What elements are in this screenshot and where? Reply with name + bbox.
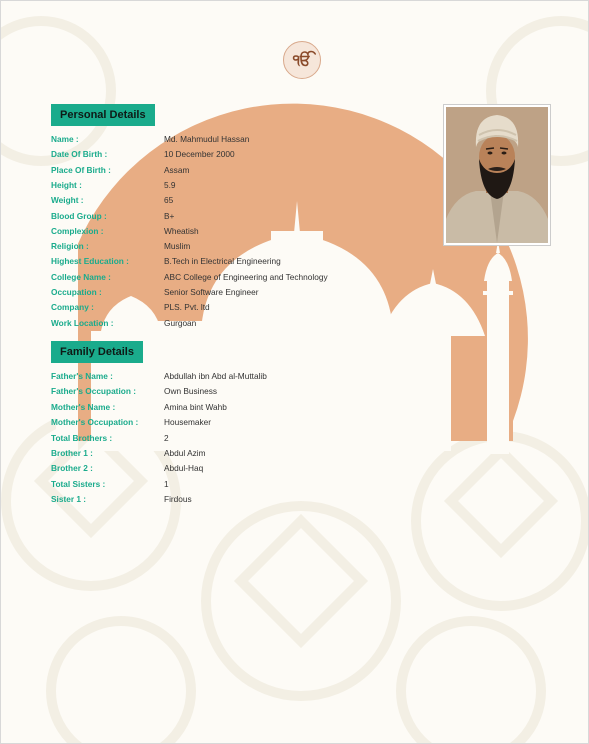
field-value: Own Business xyxy=(164,386,218,397)
field-label: Place Of Birth : xyxy=(51,164,111,175)
field-label: Total Sisters : xyxy=(51,478,106,489)
field-value: Md. Mahmudul Hassan xyxy=(164,134,250,144)
ik-onkar-emblem xyxy=(283,41,321,79)
field-label: Weight : xyxy=(51,195,84,206)
field-value: Gurgoan xyxy=(164,317,197,328)
field-label: Height : xyxy=(51,179,82,190)
field-label: Occupation : xyxy=(51,287,102,297)
field-label: Religion : xyxy=(51,241,89,252)
profile-photo-image xyxy=(446,107,548,243)
field-value: 2 xyxy=(164,432,169,443)
field-value: 10 December 2000 xyxy=(164,149,235,160)
field-value: Assam xyxy=(164,164,190,175)
field-label: Total Brothers : xyxy=(51,432,113,443)
field-label: Brother 2 : xyxy=(51,463,93,474)
field-value: Housemaker xyxy=(164,417,212,428)
field-value: Abdul Azim xyxy=(164,448,206,458)
field-label: Mother's Name : xyxy=(51,401,116,412)
field-label: Sister 1 : xyxy=(51,494,87,505)
field-label: Mother's Occupation : xyxy=(51,417,139,428)
emblem-text: ੴ xyxy=(292,51,312,69)
field-label: Blood Group : xyxy=(51,210,107,221)
field-value: Abdullah ibn Abd al-Muttalib xyxy=(164,371,267,381)
field-value: ABC College of Engineering and Technology xyxy=(164,271,328,282)
field-label: Complexion : xyxy=(51,225,104,236)
field-value: PLS. Pvt. ltd xyxy=(164,302,210,313)
field-value: Abdul-Haq xyxy=(164,463,204,474)
family-details-heading: Family Details xyxy=(51,341,143,363)
field-label: Work Location : xyxy=(51,317,114,328)
field-value: Wheatish xyxy=(164,225,199,236)
field-label: Father's Name : xyxy=(51,371,113,381)
profile-photo xyxy=(443,104,551,246)
field-value: 1 xyxy=(164,478,169,489)
field-label: Highest Education : xyxy=(51,256,129,267)
field-label: Brother 1 : xyxy=(51,448,93,458)
field-value: Senior Software Engineer xyxy=(164,287,259,297)
field-label: Company : xyxy=(51,302,94,313)
field-value: Firdous xyxy=(164,494,192,505)
field-value: B+ xyxy=(164,210,175,221)
field-label: Father's Occupation : xyxy=(51,386,136,397)
field-label: Date Of Birth : xyxy=(51,149,108,160)
field-value: 5.9 xyxy=(164,179,176,190)
field-label: College Name : xyxy=(51,271,111,282)
field-value: B.Tech in Electrical Engineering xyxy=(164,256,281,267)
field-value: 65 xyxy=(164,195,174,206)
field-value: Muslim xyxy=(164,241,191,252)
personal-details-heading: Personal Details xyxy=(51,104,155,126)
field-value: Amina bint Wahb xyxy=(164,401,227,412)
field-label: Name : xyxy=(51,134,79,144)
